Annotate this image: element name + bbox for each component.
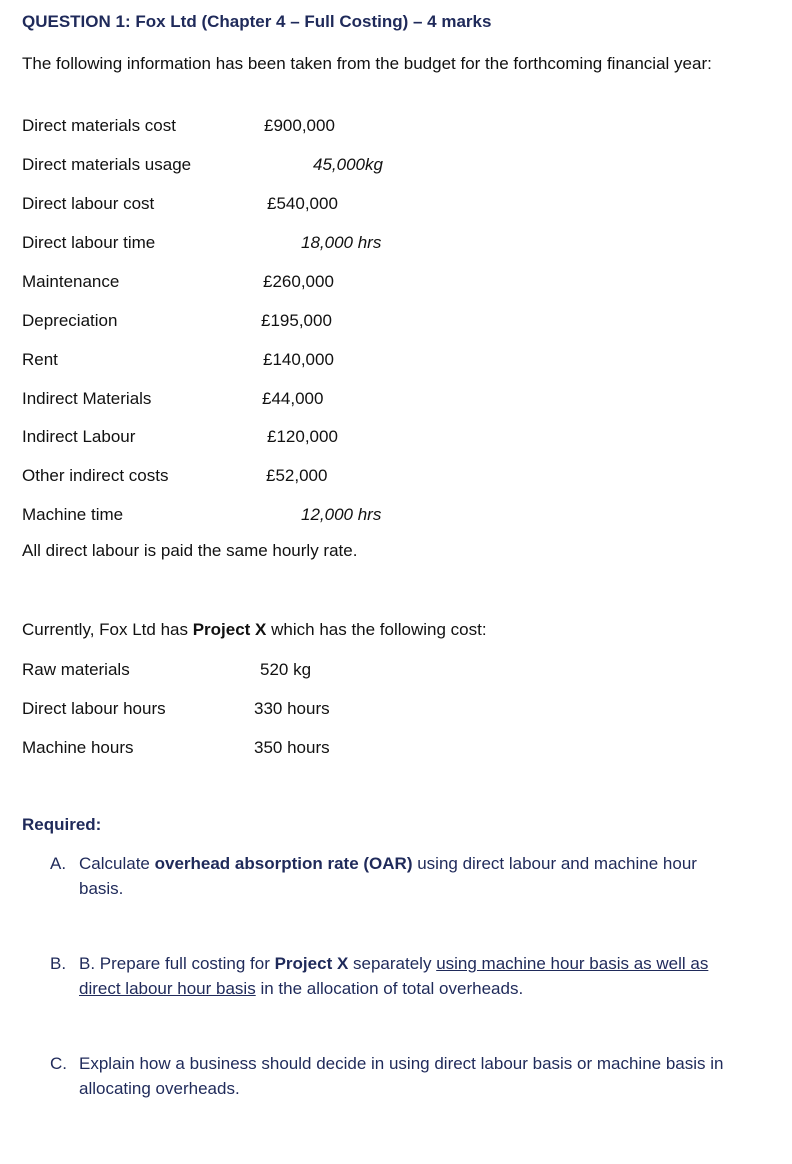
project-value: 330 hours bbox=[254, 699, 330, 718]
budget-row bbox=[22, 503, 742, 527]
budget-label: Maintenance bbox=[22, 272, 120, 291]
requirement-text: Explain how a business should decide in using direct labour basis or machine basis in allocating overheads. bbox=[79, 1054, 724, 1098]
project-label: Machine hours bbox=[22, 738, 134, 757]
requirement-b bbox=[50, 951, 740, 1001]
budget-value: 45,000kg bbox=[313, 155, 383, 174]
required-heading: Required: bbox=[22, 815, 102, 834]
labour-note: All direct labour is paid the same hourly rate. bbox=[22, 541, 358, 560]
project-value: 350 hours bbox=[254, 738, 330, 757]
budget-row bbox=[22, 387, 742, 411]
budget-value: £44,000 bbox=[262, 389, 324, 408]
budget-label: Direct labour time bbox=[22, 233, 156, 252]
budget-value: £195,000 bbox=[261, 311, 332, 330]
budget-row bbox=[22, 348, 742, 372]
intro-text: The following information has been taken from the budget for the forthcoming financial year: bbox=[22, 54, 712, 73]
project-row bbox=[22, 658, 742, 682]
project-intro: Currently, Fox Ltd has Project X which has the following cost: bbox=[22, 620, 487, 639]
budget-label: Direct labour cost bbox=[22, 194, 155, 213]
budget-row bbox=[22, 192, 742, 216]
budget-label: Other indirect costs bbox=[22, 466, 169, 485]
budget-label: Rent bbox=[22, 350, 58, 369]
budget-value: 18,000 hrs bbox=[301, 233, 382, 252]
project-value: 520 kg bbox=[260, 660, 312, 679]
budget-row bbox=[22, 309, 742, 333]
budget-row bbox=[22, 425, 742, 449]
budget-row bbox=[22, 153, 742, 177]
project-label: Direct labour hours bbox=[22, 699, 166, 718]
budget-label: Direct materials cost bbox=[22, 116, 176, 135]
budget-label: Indirect Labour bbox=[22, 427, 136, 446]
underlined-phrase: using machine hour basis as well as direct labour hour basis bbox=[79, 954, 709, 998]
budget-value: £120,000 bbox=[267, 427, 338, 446]
budget-label: Direct materials usage bbox=[22, 155, 192, 174]
budget-label: Depreciation bbox=[22, 311, 118, 330]
budget-label: Indirect Materials bbox=[22, 389, 152, 408]
project-label: Raw materials bbox=[22, 660, 130, 679]
requirement-text: Calculate overhead absorption rate (OAR) using direct labour and machine hour basis. bbox=[79, 854, 697, 898]
budget-value: £260,000 bbox=[263, 272, 334, 291]
budget-row bbox=[22, 270, 742, 294]
budget-value: £140,000 bbox=[263, 350, 334, 369]
requirement-letter: B. bbox=[50, 954, 67, 973]
project-row bbox=[22, 697, 742, 721]
requirement-text: B. Prepare full costing for Project X separately using machine hour basis as well as direct labour hour basis in the allocation of total overheads. bbox=[79, 954, 709, 998]
budget-row bbox=[22, 114, 742, 138]
budget-value: 12,000 hrs bbox=[301, 505, 382, 524]
budget-label: Machine time bbox=[22, 505, 124, 524]
requirement-letter: C. bbox=[50, 1054, 67, 1073]
budget-value: £540,000 bbox=[267, 194, 338, 213]
budget-row bbox=[22, 231, 742, 255]
requirement-c bbox=[50, 1051, 740, 1101]
requirement-a bbox=[50, 851, 740, 901]
project-row bbox=[22, 736, 742, 760]
budget-row bbox=[22, 464, 742, 488]
question-title: QUESTION 1: Fox Ltd (Chapter 4 – Full Costing) – 4 marks bbox=[22, 12, 492, 31]
requirement-letter: A. bbox=[50, 854, 67, 873]
budget-value: £900,000 bbox=[264, 116, 335, 135]
budget-value: £52,000 bbox=[266, 466, 328, 485]
